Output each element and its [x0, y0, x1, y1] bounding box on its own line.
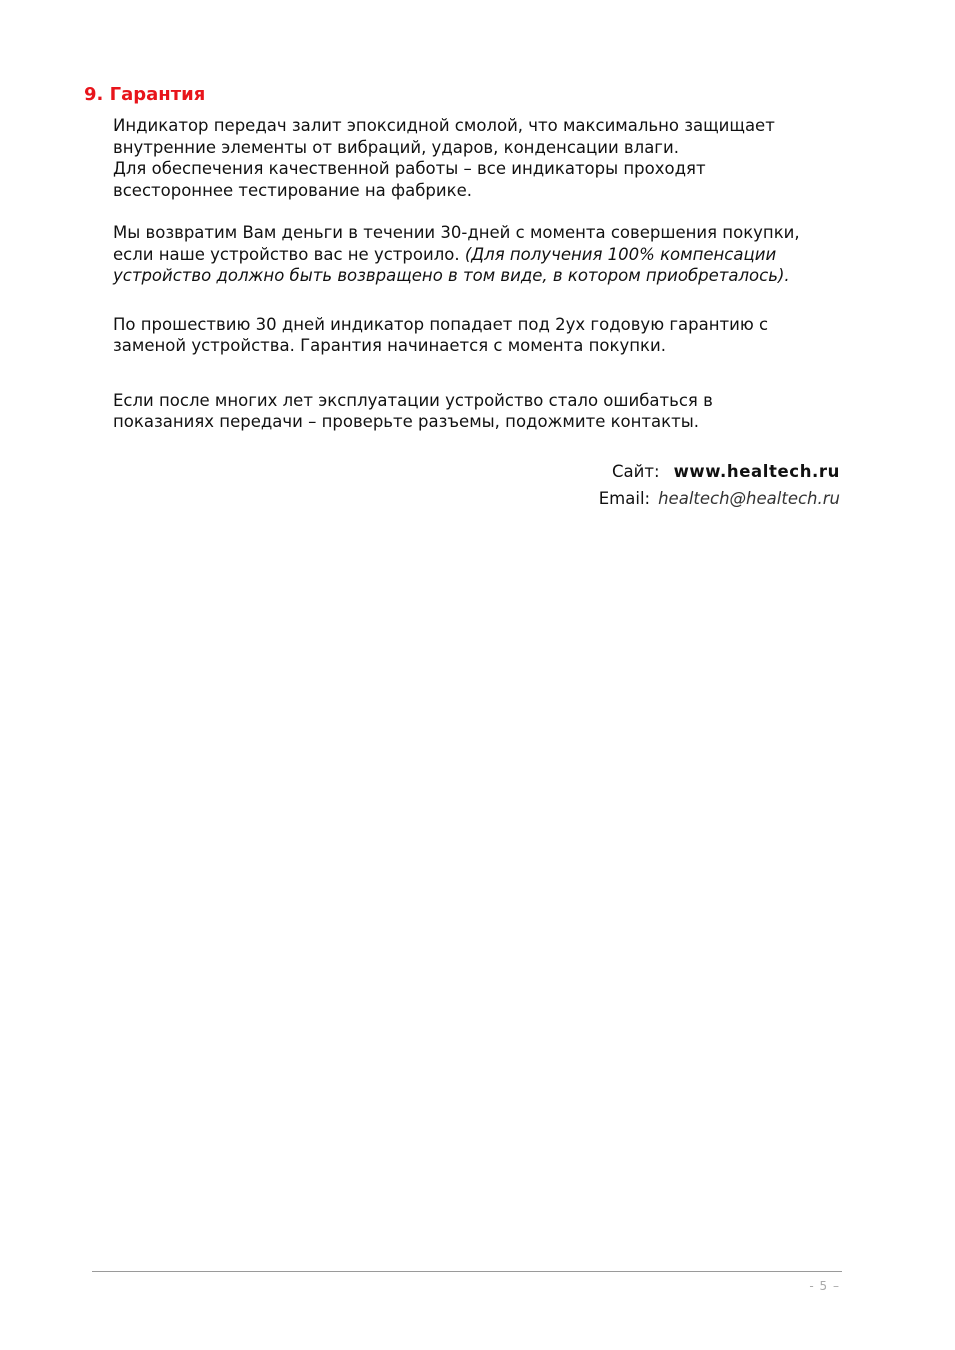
paragraph-line: Индикатор передач залит эпоксидной смолой, что максимально защищает	[113, 116, 775, 135]
paragraph-line: Для обеспечения качественной работы – все индикаторы проходят	[113, 159, 706, 178]
paragraph-warranty-term	[113, 314, 853, 357]
site-label: Сайт:	[612, 462, 660, 481]
paragraph-line: Мы возвратим Вам деньги в течении 30-дней с момента совершения покупки,	[113, 223, 800, 242]
paragraph-line: всестороннее тестирование на фабрике.	[113, 180, 472, 200]
email-label: Email:	[598, 489, 651, 508]
paragraph-note-italic: устройство должно быть возвращено в том виде, в котором приобреталось).	[113, 266, 790, 285]
paragraph-line: По прошествию 30 дней индикатор попадает под 2ух годовую гарантию с	[113, 314, 769, 334]
contact-block	[599, 458, 840, 512]
paragraph-refund	[113, 222, 853, 287]
section-heading: 9. Гарантия	[84, 84, 206, 105]
warranty-body	[113, 115, 853, 433]
paragraph-line: заменой устройства. Гарантия начинается с момента покупки.	[113, 336, 666, 355]
paragraph-line: Если после многих лет эксплуатации устройство стало ошибаться в	[113, 390, 713, 410]
site-line	[599, 458, 840, 485]
paragraph-line: показаниях передачи – проверьте разъемы, подожмите контакты.	[113, 412, 700, 431]
site-link[interactable]: www.healtech.ru	[673, 462, 840, 481]
paragraph-testing	[113, 158, 853, 201]
paragraph-troubleshooting	[113, 390, 853, 433]
paragraph-note-italic: (Для получения 100% компенсации	[464, 244, 777, 264]
paragraph-epoxy	[113, 115, 853, 158]
page-number: - 5 –	[809, 1279, 840, 1293]
paragraph-line: если наше устройство вас не устроило.	[113, 244, 465, 264]
footer-divider	[92, 1271, 842, 1272]
email-link[interactable]: healtech@healtech.ru	[658, 489, 840, 508]
email-line	[599, 485, 840, 512]
paragraph-line: внутренние элементы от вибраций, ударов, конденсации влаги.	[113, 137, 679, 157]
